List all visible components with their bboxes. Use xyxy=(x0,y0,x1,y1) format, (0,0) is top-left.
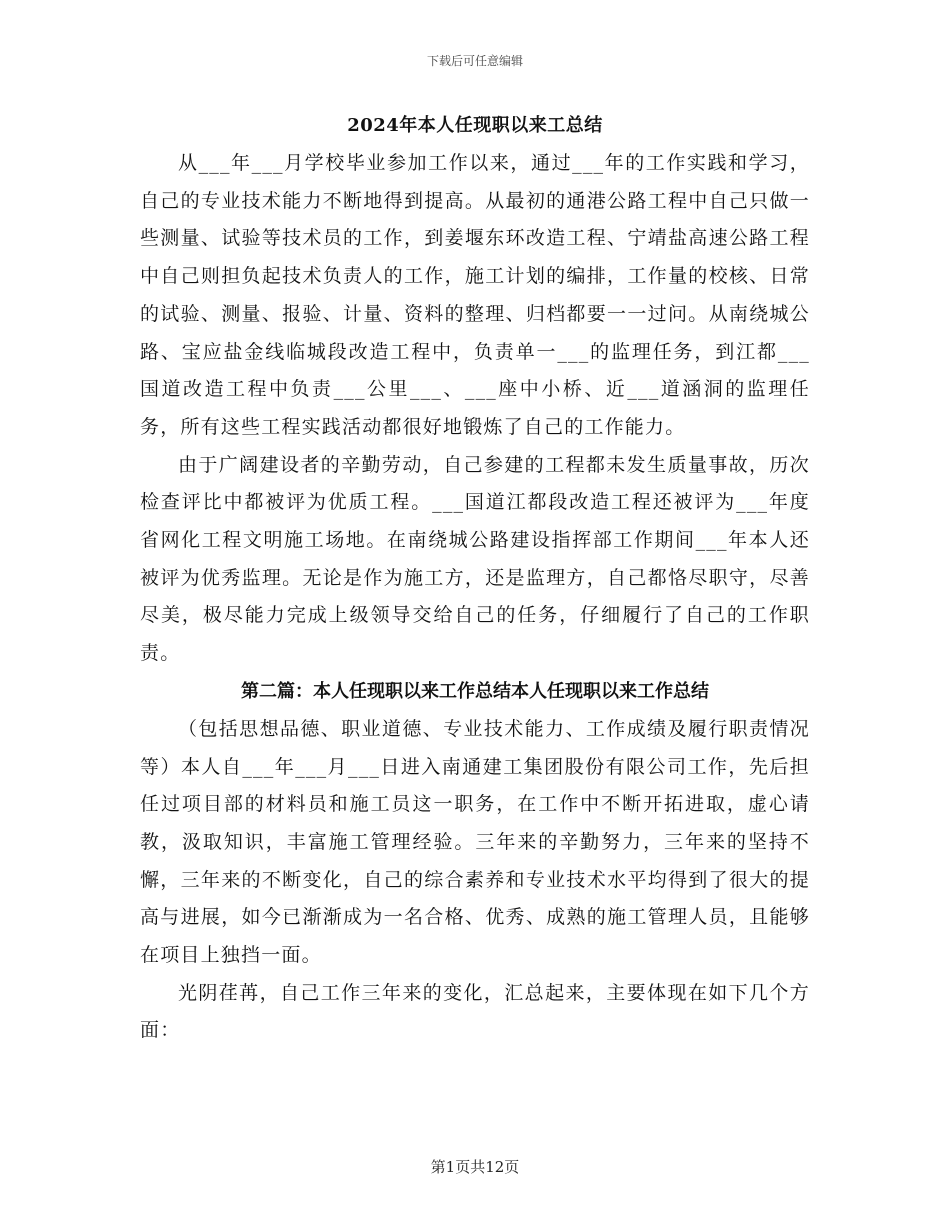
paragraph: 由于广阔建设者的辛勤劳动，自己参建的工程都未发生质量事故，历次检查评比中都被评为优质工程。___国道江都段改造工程还被评为___年度省网化工程文明施工场地。在南绕城公路建设指挥部工作期间___年本人还被评为优秀监理。无论是作为施工方，还是监理方，自己都恪尽职守，尽善尽美，极尽能力完成上级领导交给自己的任务，仔细履行了自己的工作职责。 xyxy=(140,453,810,665)
document-body xyxy=(140,113,810,1050)
paragraph: 从___年___月学校毕业参加工作以来，通过___年的工作实践和学习，自己的专业技术能力不断地得到提高。从最初的通港公路工程中自己只做一些测量、试验等技术员的工作，到姜堰东环改造工程、宁靖盐高速公路工程中自己则担负起技术负责人的工作，施工计划的编排，工作量的校核、日常的试验、测量、报验、计量、资料的整理、归档都要一一过问。从南绕城公路、宝应盐金线临城段改造工程中，负责单一___的监理任务，到江都___国道改造工程中负责___公里___、___座中小桥、近___道涵洞的监理任务，所有这些工程实践活动都很好地锻炼了自己的工作能力。 xyxy=(140,152,810,438)
page-footer: 第1页共12页 xyxy=(430,1158,520,1176)
paragraph: 光阴荏苒，自己工作三年来的变化，汇总起来，主要体现在如下几个方面： xyxy=(140,981,810,1042)
page-header: 下载后可任意编辑 xyxy=(426,54,523,68)
document-title: 2024年本人任现职以来工总结 xyxy=(347,115,603,136)
section-heading: 第二篇：本人任现职以来工作总结本人任现职以来工作总结 xyxy=(241,680,709,702)
paragraph: （包括思想品德、职业道德、专业技术能力、工作成绩及履行职责情况等）本人自___年___月___日进入南通建工集团股份有限公司工作，先后担任过项目部的材料员和施工员这一职务，在工作中不断开拓进取，虚心请教，汲取知识，丰富施工管理经验。三年来的辛勤努力，三年来的坚持不懈，三年来的不断变化，自己的综合素养和专业技术水平均得到了很大的提高与进展，如今已渐渐成为一名合格、优秀、成熟的施工管理人员，且能够在项目上独挡一面。 xyxy=(140,717,810,967)
